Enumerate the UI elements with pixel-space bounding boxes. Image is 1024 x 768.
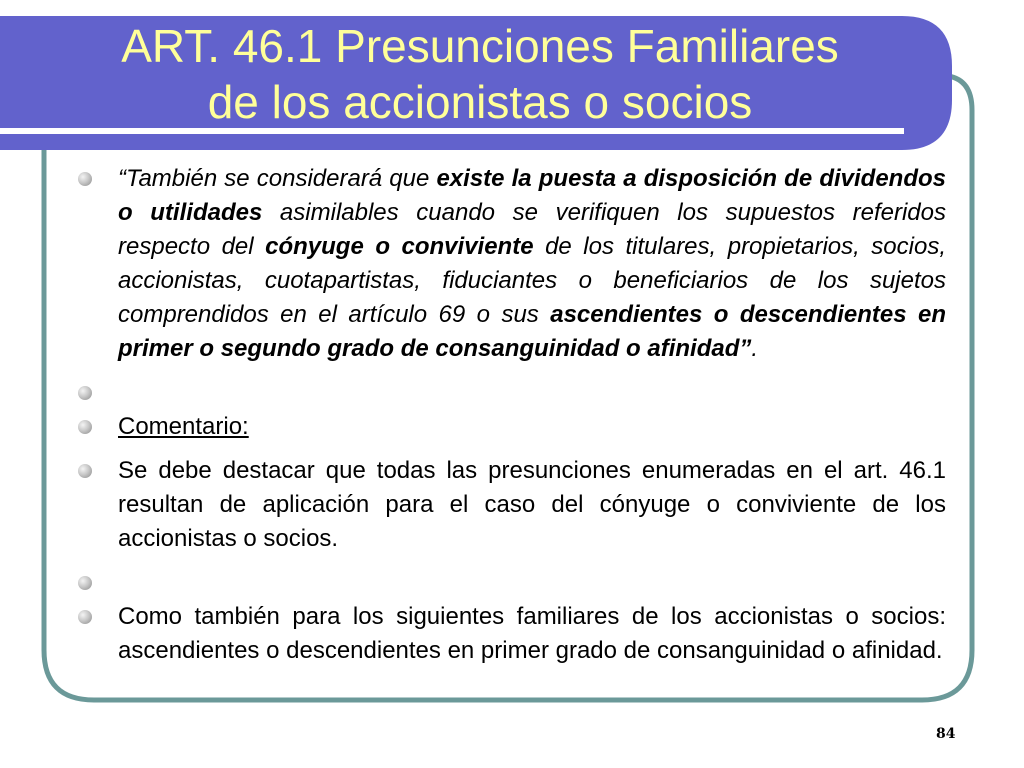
quote-part-3: de los titulares, propietarios, socios, accionistas, cuotapartistas, fiduciantes o beneficiarios de los sujetos comprendidos en el artículo 69 o sus (118, 233, 946, 328)
title-line-2: de los accionistas o socios (207, 76, 753, 128)
quote-bold-1: existe la puesta a disposición de dividendos o utilidades (118, 165, 946, 226)
quote-part-1: “También se considerará que (118, 165, 437, 192)
quote-part-4: . (751, 335, 759, 362)
bullet-item-empty-1 (78, 376, 946, 400)
bullet-icon (78, 610, 92, 624)
quote-text (118, 165, 946, 362)
slide-title (40, 18, 920, 130)
quote-bold-2: cónyuge o conviviente (265, 233, 534, 260)
bullet-icon (78, 386, 92, 400)
bullet-item-quote (78, 162, 946, 366)
bullet-item-empty-2 (78, 566, 946, 590)
bullet-item-comment-body (78, 454, 946, 556)
quote-part-2: asimilables cuando se verifiquen los supuestos referidos respecto del (118, 199, 946, 260)
familiares-text: Como también para los siguientes familiares de los accionistas o socios: ascendientes o descendientes en primer grado de consanguinidad o afinidad. (118, 603, 946, 664)
bullet-item-familiares (78, 600, 946, 668)
title-line-1: ART. 46.1 Presunciones Familiares (121, 20, 839, 72)
page-number: 84 (936, 726, 956, 742)
quote-bold-3: ascendientes o descendientes en primer o segundo grado de consanguinidad o afinidad” (118, 301, 946, 362)
bullet-icon (78, 172, 92, 186)
bullet-icon (78, 576, 92, 590)
comentario-heading: Comentario: (118, 413, 249, 440)
bullet-icon (78, 464, 92, 478)
comment-body-text: Se debe destacar que todas las presunciones enumeradas en el art. 46.1 resultan de aplicación para el caso del cónyuge o conviviente de los accionistas o socios. (118, 457, 946, 552)
bullet-item-comentario (78, 410, 946, 444)
bullet-icon (78, 420, 92, 434)
bullet-list (78, 162, 946, 678)
